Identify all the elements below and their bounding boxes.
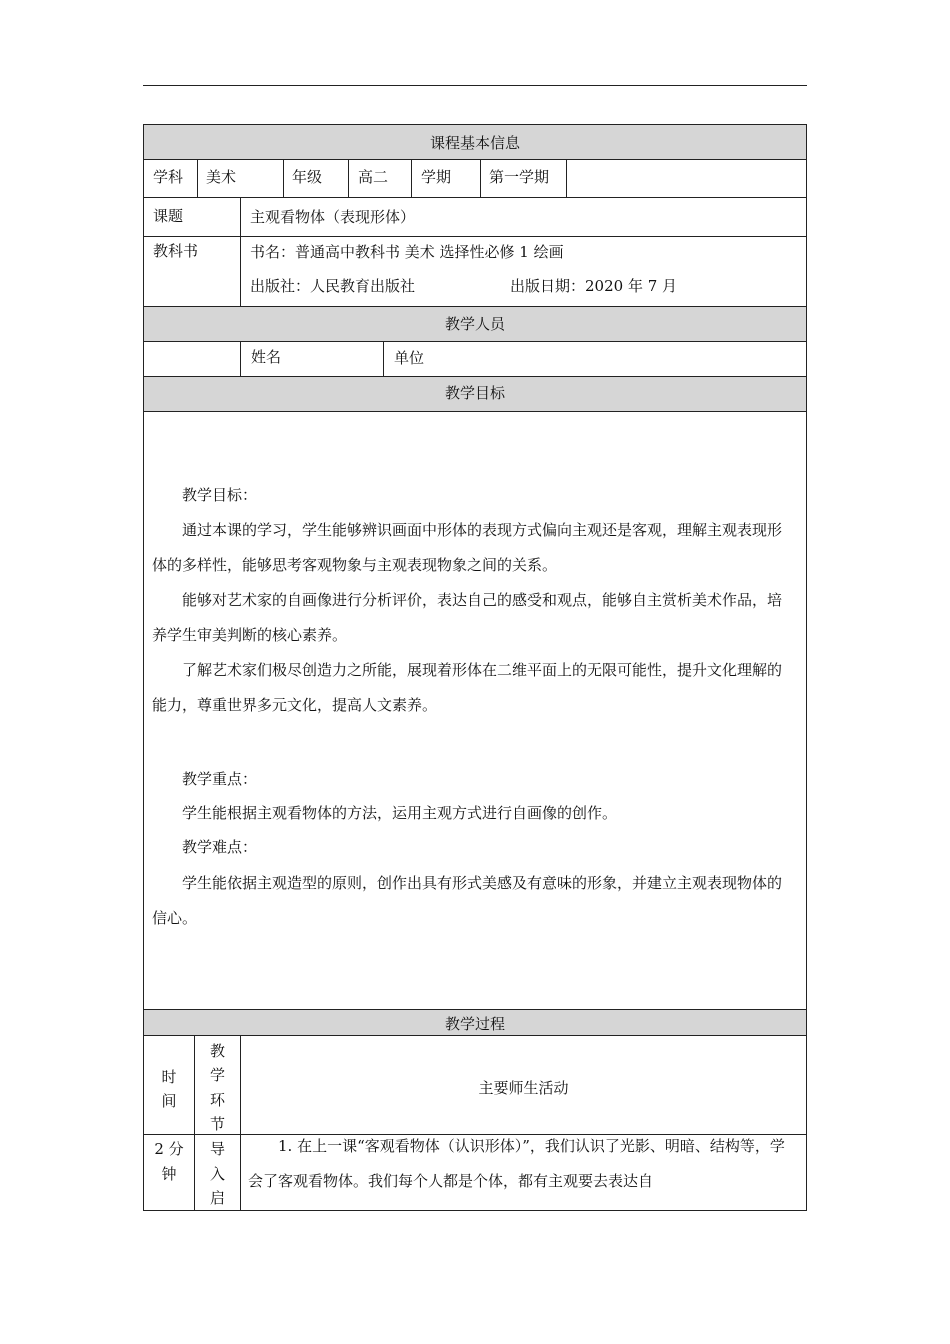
basic-info-header xyxy=(144,125,806,160)
col-stage-cell xyxy=(195,1036,241,1134)
basic-info-title: 课程基本信息 xyxy=(429,134,520,152)
term-label: 学期 xyxy=(421,168,452,186)
difficult-point-text: 学生能依据主观造型的原则，创作出具有形式美感及有意味的形象，并建立主观表现物体的信心。 xyxy=(152,874,783,927)
row1-time-cell xyxy=(144,1135,195,1211)
goal-paragraph-2: 能够对艺术家的自画像进行分析评价，表达自己的感受和观点，能够自主赏析美术作品，培养学生审美判断的核心素养。 xyxy=(152,591,783,644)
term-label-cell xyxy=(412,160,481,197)
difficult-point-title: 教学难点： xyxy=(182,838,258,856)
staff-row xyxy=(144,342,806,377)
grade-label-cell xyxy=(284,160,349,197)
staff-unit-label: 单位 xyxy=(394,349,425,367)
objectives-title: 教学目标 xyxy=(444,384,505,402)
staff-header xyxy=(144,307,806,342)
textbook-label: 教科书 xyxy=(153,242,199,260)
col-stage-1: 教 xyxy=(209,1042,225,1060)
process-header xyxy=(144,1010,806,1036)
process-title: 教学过程 xyxy=(444,1015,505,1033)
staff-empty-cell xyxy=(144,342,241,376)
topic-value: 主观看物体（表现形体） xyxy=(250,208,416,226)
grade-value: 高二 xyxy=(358,168,389,186)
row1-time-2: 钟 xyxy=(161,1165,177,1183)
col-activity: 主要师生活动 xyxy=(478,1079,569,1097)
key-point-title: 教学重点： xyxy=(182,770,258,788)
textbook-row xyxy=(144,237,806,307)
course-info-table xyxy=(143,124,807,1211)
row1-stage-1: 导 xyxy=(209,1140,225,1158)
col-stage-3: 环 xyxy=(209,1091,225,1109)
grade-label: 年级 xyxy=(292,168,323,186)
goal-paragraph-3: 了解艺术家们极尽创造力之所能，展现着形体在二维平面上的无限可能性，提升文化理解的能力，尊重世界多元文化，提高人文素养。 xyxy=(152,661,783,714)
subject-value-cell xyxy=(198,160,284,197)
key-point-text: 学生能根据主观看物体的方法，运用主观方式进行自画像的创作。 xyxy=(182,804,618,822)
staff-title: 教学人员 xyxy=(444,315,505,333)
col-stage-4: 节 xyxy=(209,1115,225,1133)
staff-name-cell xyxy=(241,342,384,376)
grade-value-cell xyxy=(349,160,412,197)
subject-row xyxy=(144,160,806,198)
col-time-1: 时 xyxy=(161,1068,177,1086)
row1-stage-3: 启 xyxy=(209,1189,225,1207)
term-value: 第一学期 xyxy=(489,168,550,186)
objectives-body xyxy=(144,412,806,1010)
row1-stage-2: 入 xyxy=(209,1165,225,1183)
staff-name-label: 姓名 xyxy=(251,348,282,366)
subject-label-cell xyxy=(144,160,198,197)
subject-value: 美术 xyxy=(206,168,237,186)
header-rule xyxy=(143,85,807,86)
textbook-name: 书名：普通高中教科书 美术 选择性必修 1 绘画 xyxy=(250,243,564,261)
row1-stage-cell xyxy=(195,1135,241,1211)
topic-label: 课题 xyxy=(153,207,184,225)
row1-activity-text: 1. 在上一课“客观看物体（认识形体）”，我们认识了光影、明暗、结构等，学会了客观看物体。我们每个人都是个体，都有主观要去表达自 xyxy=(248,1137,785,1190)
topic-label-cell xyxy=(144,198,241,236)
process-columns-row xyxy=(144,1036,806,1135)
textbook-publish-date: 出版日期：2020 年 7 月 xyxy=(510,277,678,295)
term-value-cell xyxy=(481,160,567,197)
col-time-cell xyxy=(144,1036,195,1134)
textbook-label-cell xyxy=(144,237,241,306)
process-row-1 xyxy=(144,1135,806,1211)
row1-time-1: 2 分 xyxy=(154,1140,184,1158)
goal-title: 教学目标： xyxy=(182,486,258,504)
goal-paragraph-1: 通过本课的学习，学生能够辨识画面中形体的表现方式偏向主观还是客观，理解主观表现形体的多样性，能够思考客观物象与主观表现物象之间的关系。 xyxy=(152,521,783,574)
textbook-publisher: 出版社：人民教育出版社 xyxy=(250,277,416,295)
col-stage-2: 学 xyxy=(209,1066,225,1084)
col-time-2: 间 xyxy=(161,1092,177,1110)
objectives-header xyxy=(144,377,806,412)
subject-label: 学科 xyxy=(153,168,184,186)
topic-row xyxy=(144,198,806,237)
